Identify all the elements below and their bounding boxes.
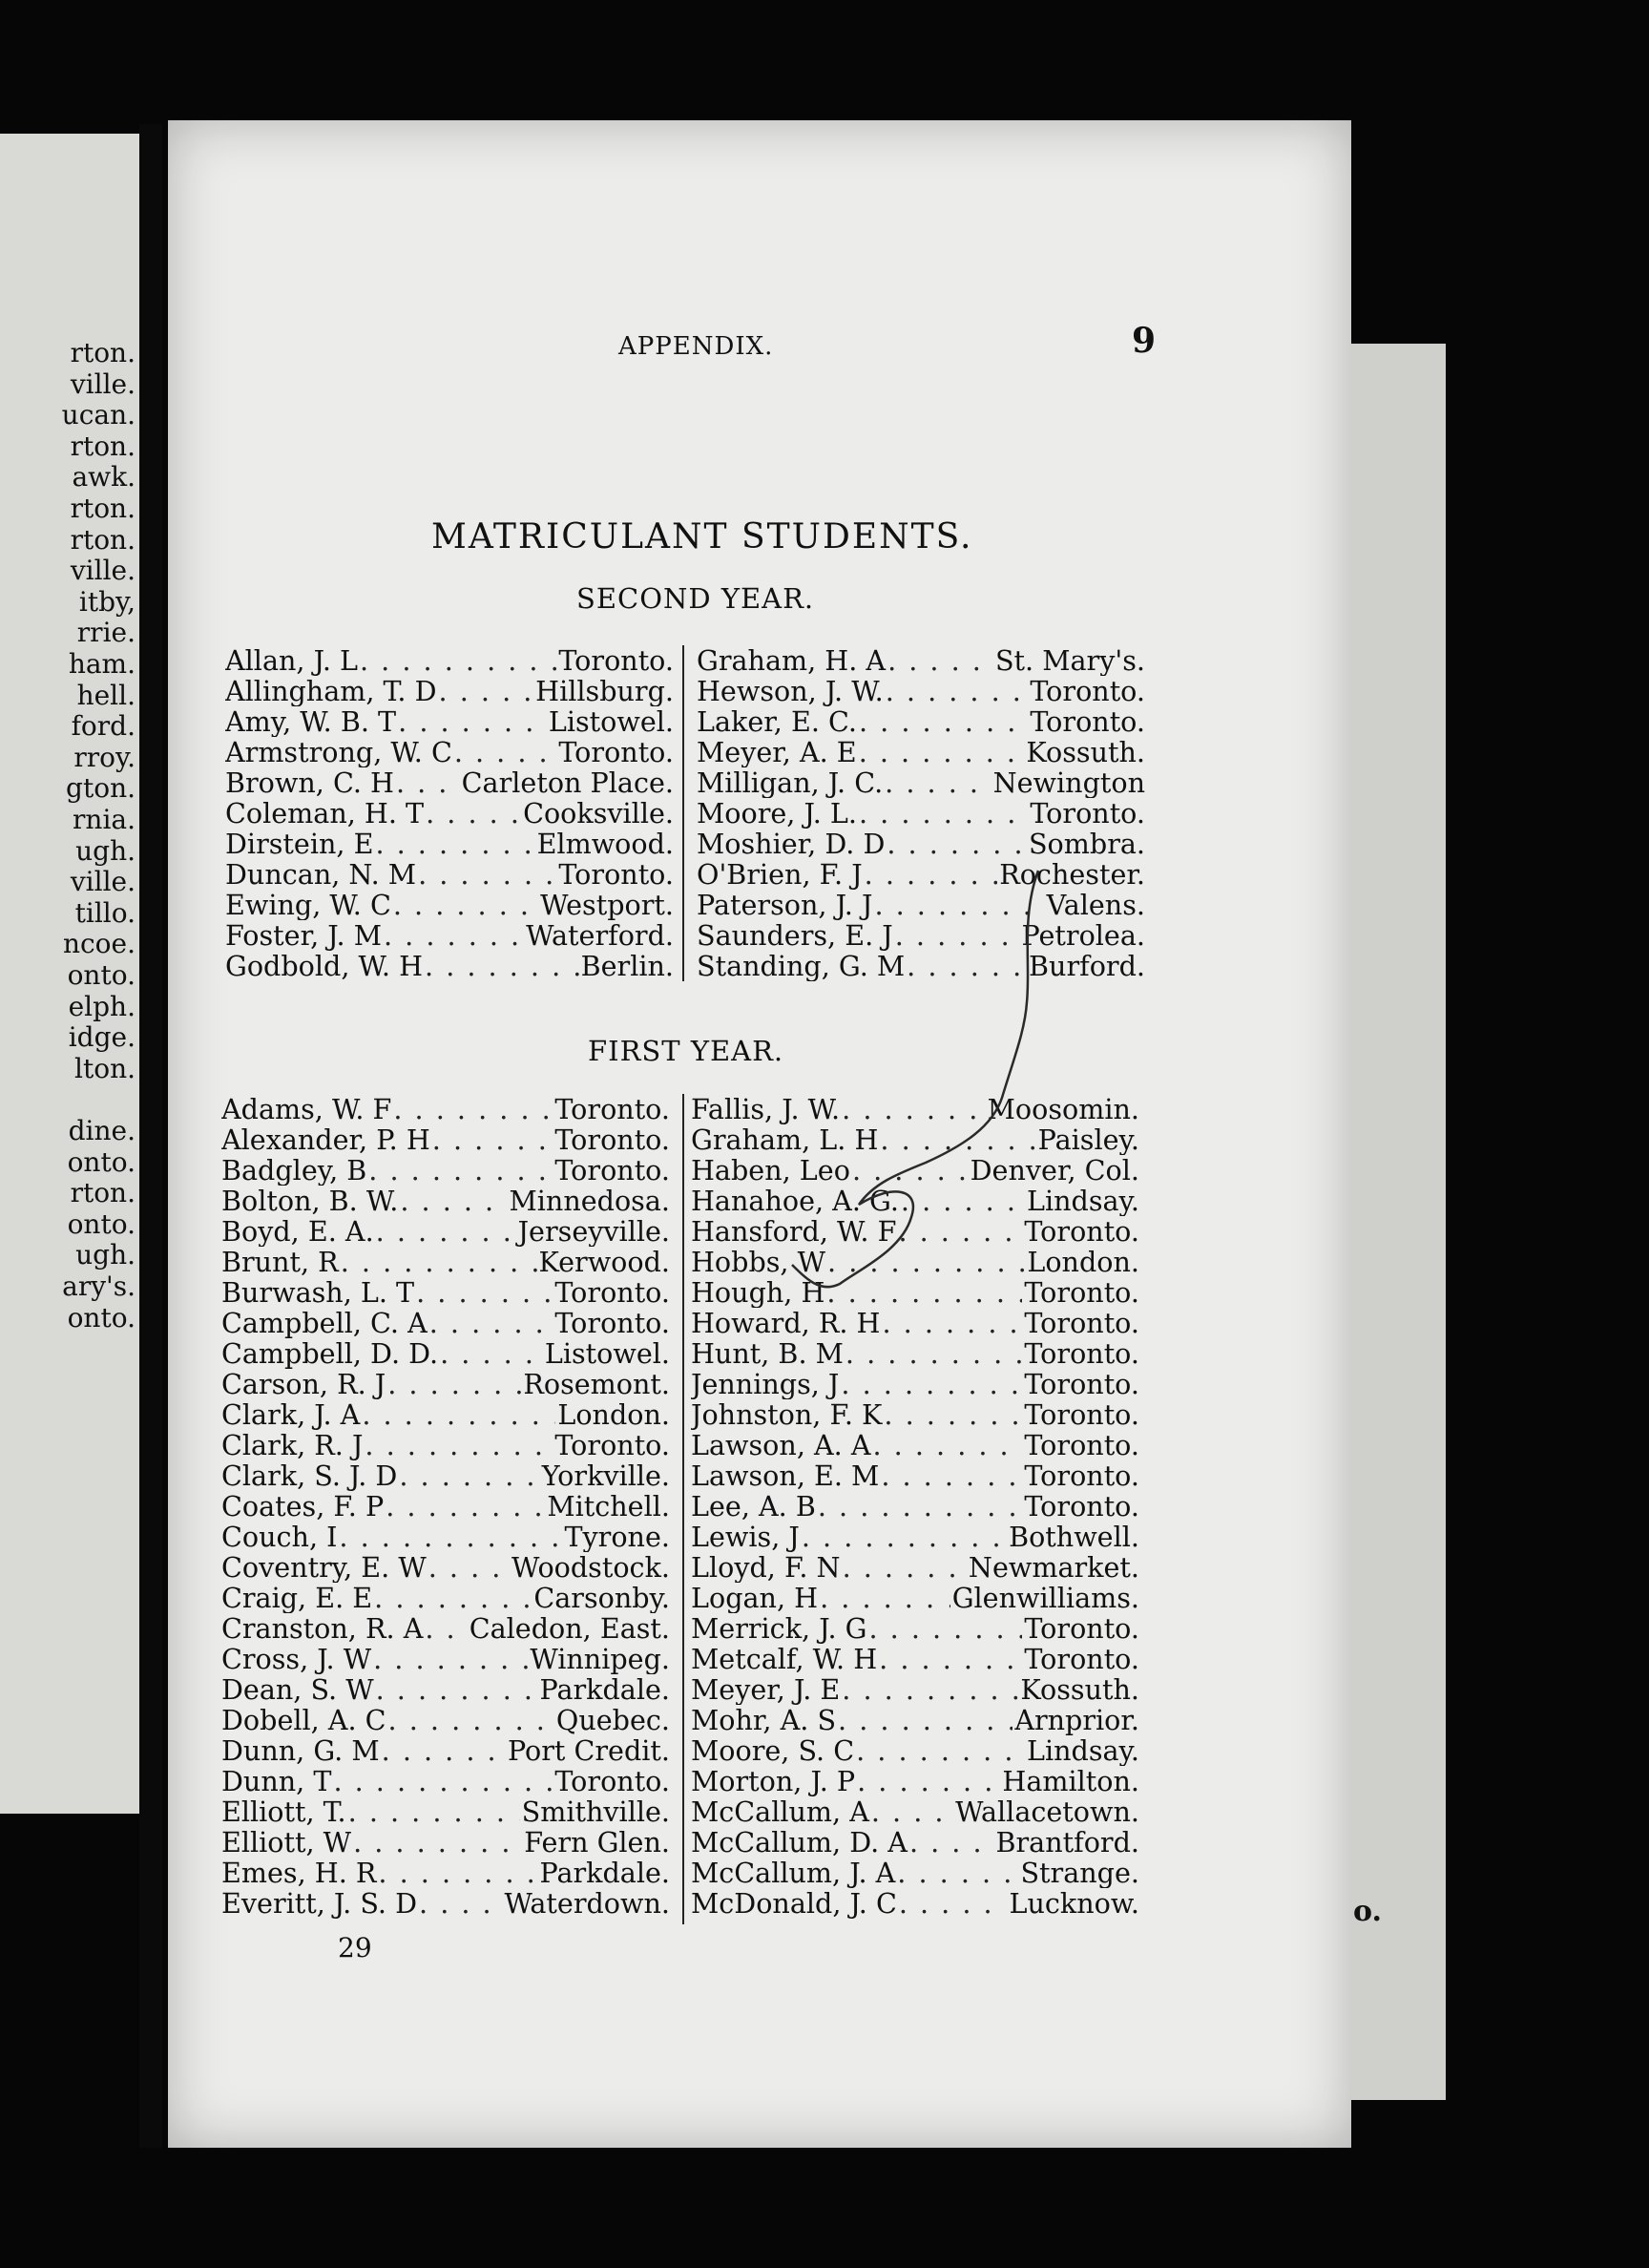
student-name: Coates, F. P	[221, 1491, 385, 1522]
student-place: Toronto.	[1024, 1430, 1139, 1460]
student-place: Mitchell.	[547, 1491, 670, 1522]
student-name: O'Brien, F. J	[697, 859, 863, 890]
student-name: Everitt, J. S. D	[221, 1888, 418, 1919]
student-place: Burford.	[1029, 951, 1145, 981]
student-name: Hough, H	[691, 1277, 825, 1308]
page-title: MATRICULANT STUDENTS.	[431, 517, 973, 556]
student-place: Parkdale.	[539, 1674, 670, 1705]
facing-page-line: rrie.	[76, 617, 136, 649]
student-place: Elmwood.	[536, 829, 674, 859]
student-name: Cross, J. W	[221, 1644, 372, 1674]
student-name: Laker, E. C.	[697, 706, 857, 737]
student-place: Yorkville.	[541, 1460, 670, 1491]
facing-page-line: awk.	[72, 461, 136, 494]
student-place: Port Credit.	[507, 1735, 670, 1766]
student-place: Toronto.	[1024, 1338, 1139, 1369]
student-name: Craig, E. E	[221, 1583, 373, 1613]
student-place: Kerwood.	[538, 1247, 670, 1277]
student-name: Hansford, W. F	[691, 1216, 897, 1247]
student-place: Valens.	[1046, 890, 1145, 920]
student-name: Clark, J. A	[221, 1399, 361, 1430]
student-name: Hewson, J. W.	[697, 676, 884, 706]
student-name: Couch, I	[221, 1522, 338, 1552]
student-name: Haben, Leo	[691, 1155, 850, 1186]
student-name: Clark, S. J. D	[221, 1460, 398, 1491]
facing-page-line: gton.	[66, 772, 136, 805]
student-name: Boyd, E. A.	[221, 1216, 374, 1247]
student-place: Westport.	[540, 890, 674, 920]
student-name: Standing, G. M	[697, 951, 906, 981]
facing-page-line: ham.	[68, 648, 136, 680]
student-place: Winnipeg.	[530, 1644, 670, 1674]
student-name: Lawson, E. M	[691, 1460, 880, 1491]
student-name: Fallis, J. W.	[691, 1094, 841, 1124]
student-name: Moshier, D. D	[697, 829, 886, 859]
student-place: Toronto.	[1030, 676, 1145, 706]
student-place: Toronto.	[1024, 1369, 1139, 1399]
student-place: Toronto.	[1030, 706, 1145, 737]
student-name: Coventry, E. W	[221, 1552, 427, 1583]
student-name: Brown, C. H	[225, 767, 394, 798]
student-name: Dunn, T	[221, 1766, 332, 1796]
facing-page-line: rton.	[70, 337, 136, 368]
student-place: Lindsay.	[1026, 1186, 1139, 1216]
student-name: Johnston, F. K	[691, 1399, 883, 1430]
student-place: Toronto.	[1024, 1216, 1139, 1247]
student-name: Coleman, H. T	[225, 798, 425, 829]
running-head: APPENDIX.	[618, 332, 774, 361]
student-place: Denver, Col.	[970, 1155, 1139, 1186]
student-place: Berlin.	[580, 951, 674, 981]
student-name: Dirstein, E	[225, 829, 374, 859]
student-name: Moore, J. L.	[697, 798, 857, 829]
facing-page-line: ford.	[71, 710, 136, 743]
facing-page-line: ugh.	[75, 834, 136, 867]
student-place: Toronto.	[558, 859, 674, 890]
student-place: Smithville.	[521, 1796, 670, 1827]
facing-page-line: rnia.	[73, 804, 136, 835]
student-place: Woodstock.	[511, 1552, 670, 1583]
student-name: Ewing, W. C	[225, 890, 391, 920]
facing-page-line: ville.	[70, 555, 136, 587]
student-place: Carsonby.	[533, 1583, 670, 1613]
student-place: Toronto.	[1030, 798, 1145, 829]
student-place: Hillsburg.	[535, 676, 674, 706]
student-place: Toronto.	[554, 1308, 670, 1338]
student-place: Minnedosa.	[509, 1186, 670, 1216]
student-place: Toronto.	[1024, 1491, 1139, 1522]
student-place: Arnprior.	[1014, 1705, 1139, 1735]
student-name: McCallum, J. A	[691, 1858, 896, 1888]
student-name: Meyer, J. E	[691, 1674, 841, 1705]
student-place: Strange.	[1020, 1858, 1139, 1888]
student-place: Bothwell.	[1009, 1522, 1139, 1552]
student-name: Armstrong, W. C	[225, 737, 452, 767]
student-place: Toronto.	[1024, 1277, 1139, 1308]
student-name: Paterson, J. J	[697, 890, 873, 920]
student-name: Elliott, W	[221, 1827, 352, 1858]
student-name: Hanahoe, A. G.	[691, 1186, 899, 1216]
student-name: Elliott, T.	[221, 1796, 346, 1827]
student-name: Lloyd, F. N	[691, 1552, 841, 1583]
student-place: Toronto.	[1024, 1460, 1139, 1491]
student-name: Lawson, A. A	[691, 1430, 871, 1460]
student-place: Toronto.	[554, 1124, 670, 1155]
student-name: Duncan, N. M	[225, 859, 417, 890]
student-name: Brunt, R	[221, 1247, 339, 1277]
facing-page-line: ville.	[70, 368, 136, 400]
student-name: Clark, R. J	[221, 1430, 364, 1460]
student-place: Toronto.	[554, 1766, 670, 1796]
student-name: Morton, J. P	[691, 1766, 856, 1796]
student-name: Adams, W. F	[221, 1094, 392, 1124]
student-place: Waterford.	[526, 920, 674, 951]
facing-page-line: onto.	[67, 1145, 136, 1178]
student-name: Moore, S. C	[691, 1735, 855, 1766]
student-place: Hamilton.	[1002, 1766, 1139, 1796]
student-place: St. Mary's.	[994, 645, 1145, 676]
student-place: Toronto.	[554, 1094, 670, 1124]
facing-page-line: elph.	[68, 990, 136, 1022]
student-name: Metcalf, W. H	[691, 1644, 878, 1674]
student-place: Lindsay.	[1026, 1735, 1139, 1766]
student-place: Kossuth.	[1026, 737, 1145, 767]
student-place: Tyrone.	[564, 1522, 670, 1552]
student-name: Milligan, J. C.	[697, 767, 884, 798]
student-name: Foster, J. M	[225, 920, 382, 951]
student-name: Saunders, E. J	[697, 920, 893, 951]
facing-page-line: rton.	[70, 493, 136, 524]
student-name: Hobbs, W	[691, 1247, 826, 1277]
student-place: Toronto.	[1024, 1399, 1139, 1430]
student-place: Listowel.	[544, 1338, 670, 1369]
student-place: Quebec.	[555, 1705, 670, 1735]
student-place: Kossuth.	[1020, 1674, 1139, 1705]
student-place: Carleton Place.	[461, 767, 674, 798]
student-place: Paisley.	[1037, 1124, 1139, 1155]
student-place: Toronto.	[554, 1277, 670, 1308]
facing-page-line: ucan.	[61, 399, 136, 431]
student-name: Dobell, A. C	[221, 1705, 386, 1735]
facing-page-line: idge.	[68, 1021, 136, 1054]
facing-page-line: lton.	[74, 1052, 136, 1084]
facing-page-line: ville.	[70, 866, 136, 898]
student-name: Howard, R. H	[691, 1308, 881, 1338]
student-name: Campbell, D. D.	[221, 1338, 439, 1369]
student-name: Burwash, L. T	[221, 1277, 415, 1308]
student-name: Badgley, B	[221, 1155, 367, 1186]
student-name: Bolton, B. W.	[221, 1186, 399, 1216]
section-heading-second-year: SECOND YEAR.	[576, 582, 815, 615]
student-name: Jennings, J	[691, 1369, 840, 1399]
student-name: Meyer, A. E	[697, 737, 857, 767]
student-name: Graham, H. A	[697, 645, 887, 676]
student-place: Parkdale.	[539, 1858, 670, 1888]
student-place: Jerseyville.	[517, 1216, 670, 1247]
student-name: Mohr, A. S	[691, 1705, 837, 1735]
student-name: Merrick, J. G	[691, 1613, 867, 1644]
student-place: Cooksville.	[523, 798, 674, 829]
facing-page-line: onto.	[67, 959, 136, 991]
student-place: Toronto.	[554, 1430, 670, 1460]
student-place: Waterdown.	[504, 1888, 670, 1919]
student-name: Campbell, C. A	[221, 1308, 428, 1338]
student-place: Toronto.	[1024, 1613, 1139, 1644]
student-place: Toronto.	[554, 1155, 670, 1186]
student-place: Toronto.	[1024, 1644, 1139, 1674]
student-place: Toronto.	[558, 645, 674, 676]
student-place: Newington	[992, 767, 1145, 798]
student-place: Lucknow.	[1009, 1888, 1139, 1919]
student-place: London.	[557, 1399, 670, 1430]
student-name: Cranston, R. A	[221, 1613, 424, 1644]
student-name: Carson, R. J	[221, 1369, 386, 1399]
facing-page-line: rroy.	[73, 741, 136, 773]
student-place: Brantford.	[995, 1827, 1139, 1858]
signature-mark: 29	[338, 1932, 372, 1964]
student-name: Amy, W. B. T	[225, 706, 397, 737]
page-number: 9	[1132, 321, 1157, 361]
student-name: McDonald, J. C	[691, 1888, 897, 1919]
student-place: London.	[1027, 1247, 1139, 1277]
student-name: Godbold, W. H	[225, 951, 424, 981]
student-place: Newmarket.	[968, 1552, 1139, 1583]
section-heading-first-year: FIRST YEAR.	[588, 1035, 784, 1067]
student-place: Caledon, East.	[469, 1613, 670, 1644]
student-name: Lee, A. B	[691, 1491, 816, 1522]
student-name: Alexander, P. H	[221, 1124, 430, 1155]
student-name: Graham, L. H	[691, 1124, 879, 1155]
torn-page-text: o.	[1353, 1895, 1382, 1928]
student-name: Dean, S. W	[221, 1674, 374, 1705]
student-place: Toronto.	[558, 737, 674, 767]
facing-page-line: hell.	[76, 679, 136, 711]
student-place: Fern Glen.	[524, 1827, 670, 1858]
facing-page-line: onto.	[67, 1301, 136, 1334]
student-name: Allingham, T. D	[225, 676, 437, 706]
facing-page-line: itby,	[78, 585, 136, 618]
student-place: Wallacetown.	[955, 1796, 1139, 1827]
student-name: Emes, H. R	[221, 1858, 377, 1888]
student-place: Glenwilliams.	[951, 1583, 1139, 1613]
student-name: Allan, J. L	[225, 645, 358, 676]
student-place: Listowel.	[548, 706, 674, 737]
student-name: Logan, H	[691, 1583, 819, 1613]
facing-page-line: rton.	[70, 430, 136, 462]
facing-page-line: ugh.	[75, 1239, 136, 1271]
student-name: Hunt, B. M	[691, 1338, 844, 1369]
facing-page-line: rton.	[70, 523, 136, 556]
student-name: McCallum, D. A	[691, 1827, 908, 1858]
facing-page-line: rton.	[70, 1177, 136, 1209]
student-place: Rosemont.	[523, 1369, 670, 1399]
facing-page-line: ncoe.	[62, 928, 136, 960]
student-place: Moosomin.	[987, 1094, 1139, 1124]
student-place: Petrolea.	[1021, 920, 1145, 951]
student-place: Sombra.	[1028, 829, 1145, 859]
student-name: McCallum, A	[691, 1796, 869, 1827]
student-place: Toronto.	[1024, 1308, 1139, 1338]
facing-page-line: onto.	[67, 1208, 136, 1240]
student-name: Lewis, J	[691, 1522, 800, 1552]
student-name: Dunn, G. M	[221, 1735, 380, 1766]
facing-page-line: tillo.	[74, 896, 136, 929]
facing-page-line: dine.	[68, 1115, 136, 1146]
student-place: Rochester.	[999, 859, 1145, 890]
facing-page-line: ary's.	[62, 1270, 136, 1302]
